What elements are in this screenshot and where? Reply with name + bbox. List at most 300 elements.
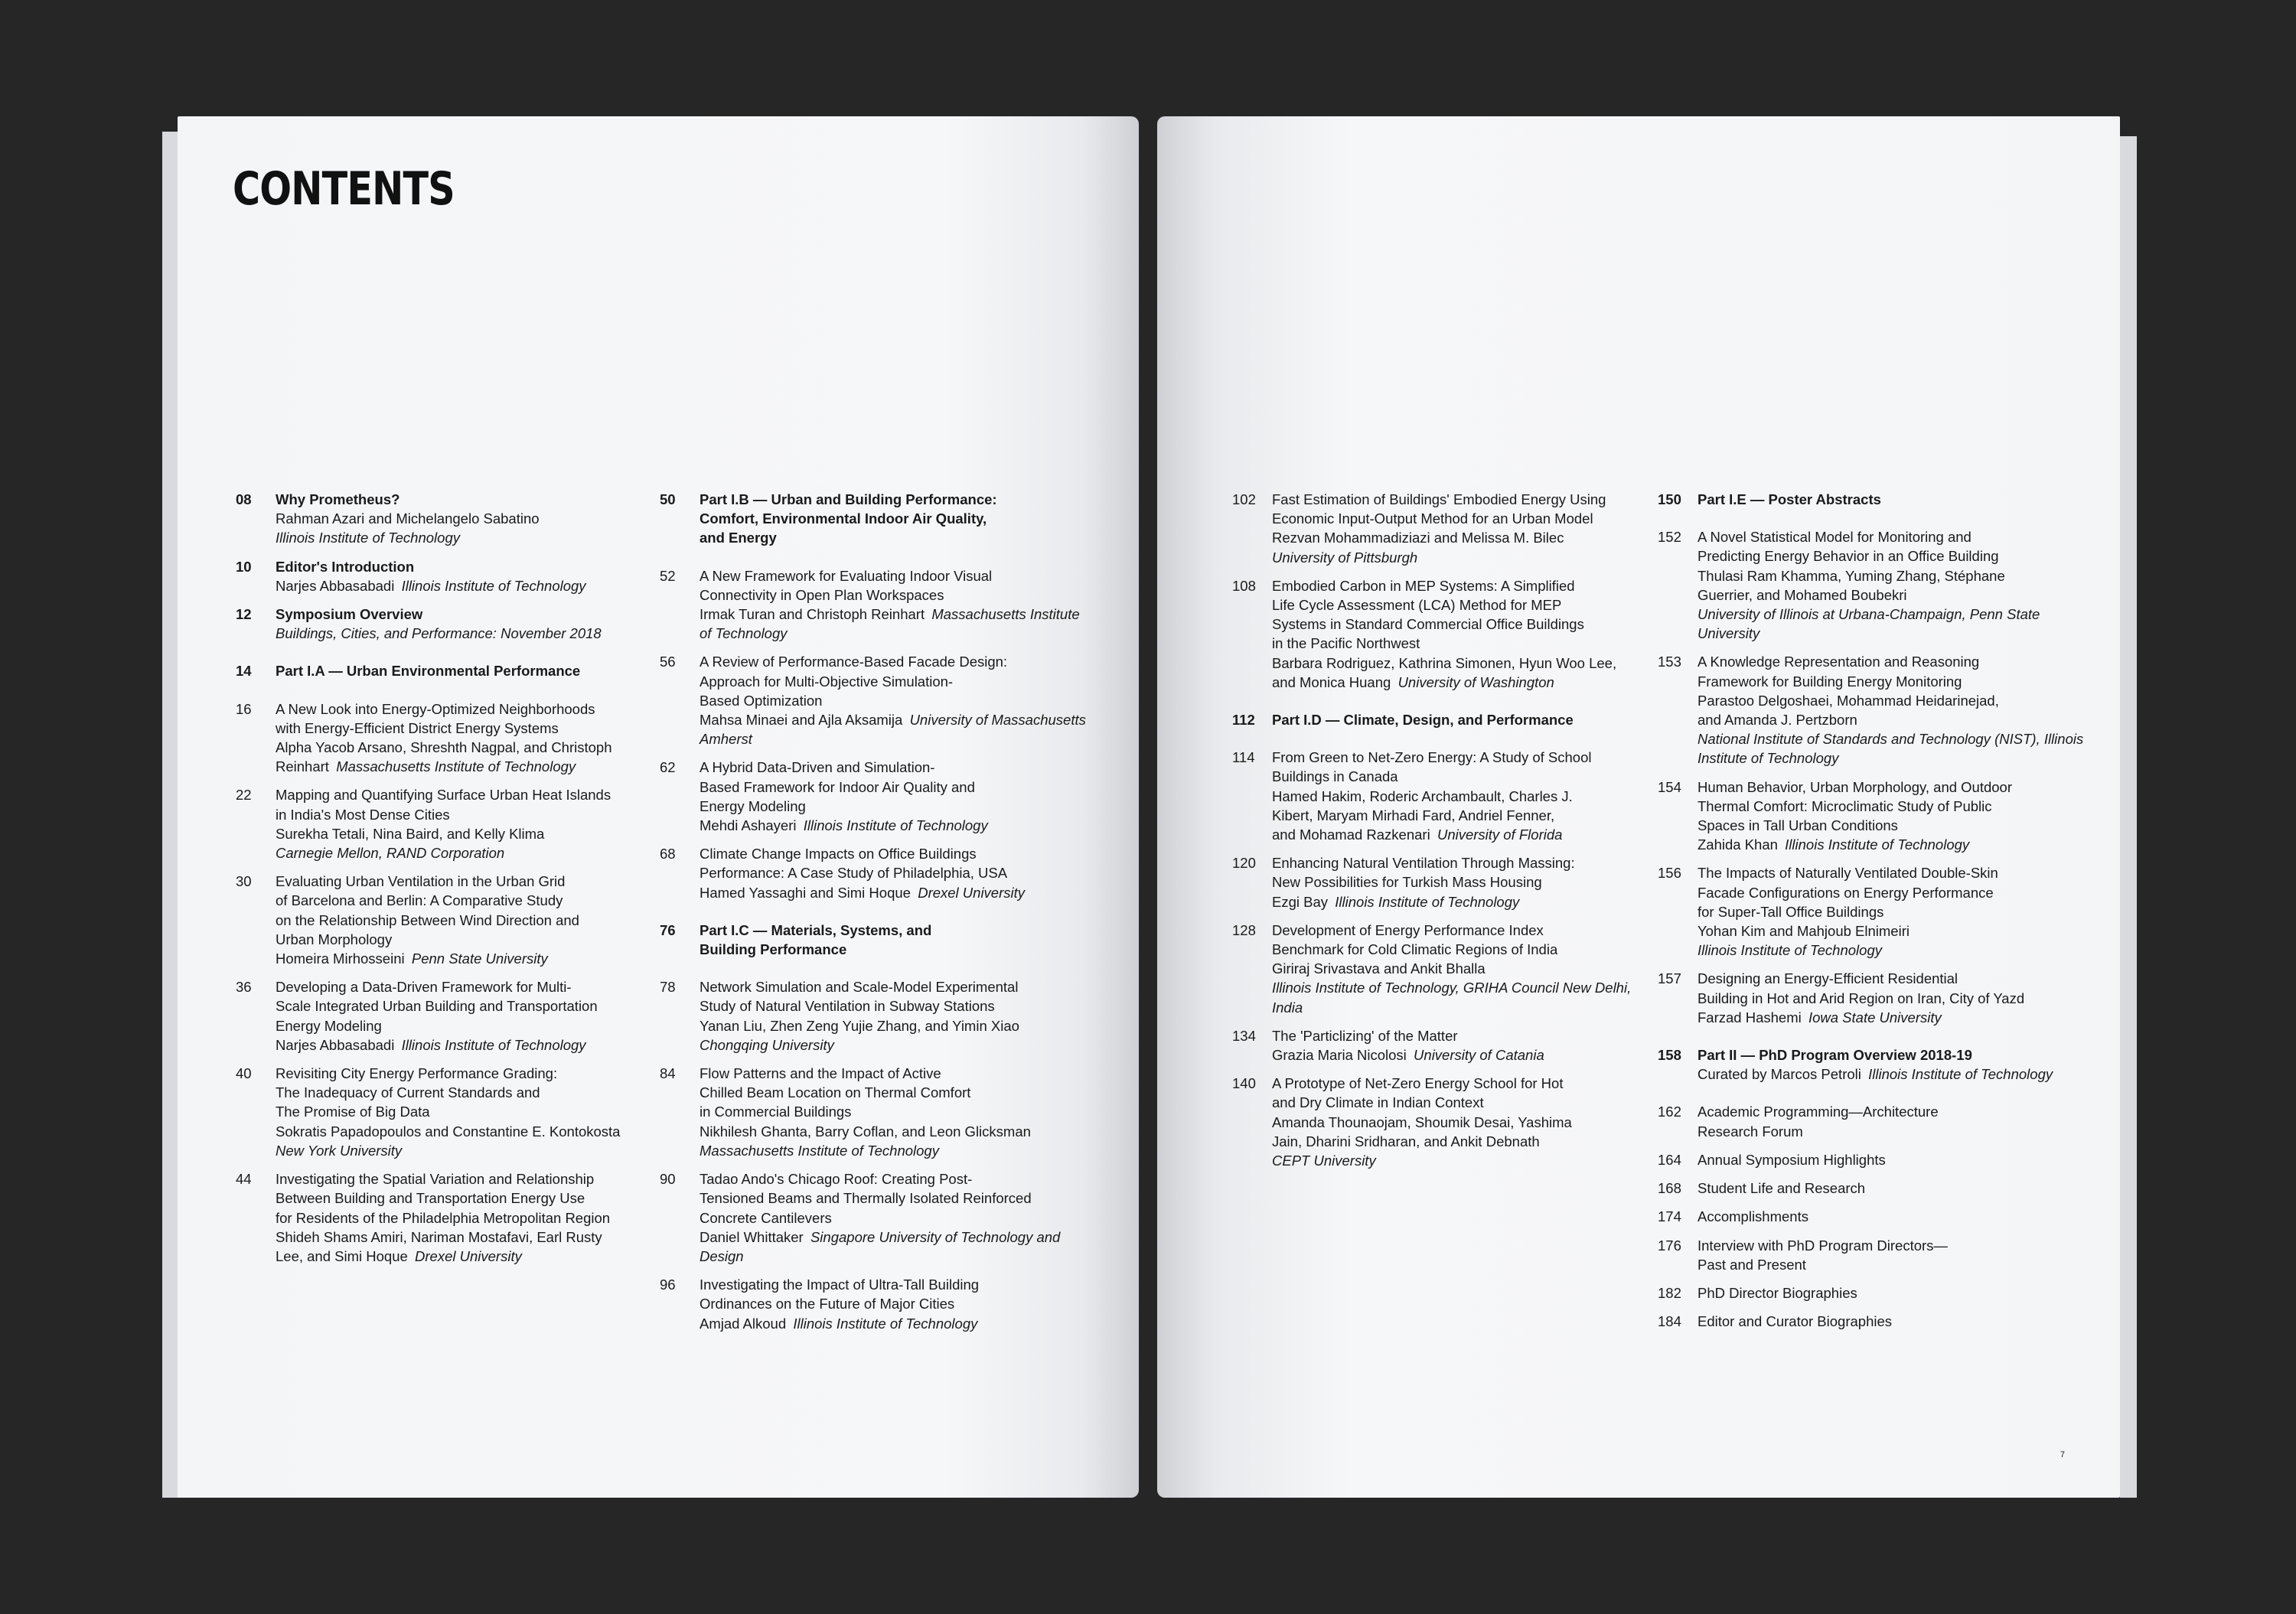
entry-title-line: Fast Estimation of Buildings' Embodied Energy Using xyxy=(1272,491,1606,507)
entry-title-line: Scale Integrated Urban Building and Transportation xyxy=(276,998,598,1015)
entry-title xyxy=(276,785,664,823)
entry-title xyxy=(276,1169,664,1228)
page-number-ref: 112 xyxy=(1232,712,1255,729)
entry-title xyxy=(1698,1179,2086,1198)
page-number-ref: 22 xyxy=(236,787,252,804)
page-number-ref: 96 xyxy=(660,1277,676,1293)
toc-entry xyxy=(660,758,1088,835)
toc-section-heading xyxy=(1658,1045,2086,1084)
entry-title xyxy=(700,844,1088,882)
author-line xyxy=(276,757,664,776)
author-text: Shideh Shams Amiri, Nariman Mostafavi, Earl Rusty xyxy=(276,1228,602,1245)
entry-title-line: and Energy xyxy=(700,530,777,546)
author-text: Hamed Hakim, Roderic Archambault, Charles J. xyxy=(1272,787,1573,804)
entry-title-line: with Energy-Efficient District Energy Systems xyxy=(276,719,559,736)
entry-title-line: Revisiting City Energy Performance Grading: xyxy=(276,1065,558,1082)
author-line xyxy=(1698,566,2086,585)
entry-title xyxy=(1272,1026,1661,1045)
toc-entry xyxy=(660,1275,1088,1333)
entry-institution: Carnegie Mellon, RAND Corporation xyxy=(276,845,505,862)
author-line xyxy=(1272,673,1661,692)
entry-authors xyxy=(1272,528,1661,547)
entry-authors xyxy=(276,824,664,843)
author-text: Amjad Alkoud xyxy=(700,1315,787,1332)
author-text: and Mohamad Razkenari xyxy=(1272,827,1430,843)
entry-authors xyxy=(276,738,664,776)
entry-title xyxy=(276,699,664,738)
author-line xyxy=(1698,1065,2086,1084)
author-text: Zahida Khan xyxy=(1698,836,1778,853)
entry-title-line: Development of Energy Performance Index xyxy=(1272,921,1544,938)
entry-title xyxy=(1272,853,1661,892)
entry-authors xyxy=(1698,1065,2086,1084)
page-number-ref: 152 xyxy=(1658,529,1681,546)
author-text: Amanda Thounaojam, Shoumik Desai, Yashima xyxy=(1272,1113,1572,1130)
entry-authors xyxy=(276,576,664,595)
entry-title-line: Comfort, Environmental Indoor Air Quality, xyxy=(700,510,987,527)
author-text: Curated by Marcos Petroli xyxy=(1698,1066,1861,1083)
page-number-ref: 164 xyxy=(1658,1151,1681,1168)
author-text: Rahman Azari and Michelangelo Sabatino xyxy=(276,510,540,527)
entry-title-line: Part I.C — Materials, Systems, and xyxy=(700,921,932,938)
entry-title xyxy=(1698,1150,2086,1169)
entry-institution: University of Massachusetts Amherst xyxy=(700,712,1086,748)
page-number-ref: 153 xyxy=(1658,654,1681,670)
entry-institution: Drexel University xyxy=(918,884,1026,901)
entry-title xyxy=(700,490,1088,548)
author-text: Yohan Kim and Mahjoub Elnimeiri xyxy=(1698,923,1910,940)
entry-authors xyxy=(700,1314,1088,1333)
entry-title xyxy=(700,758,1088,816)
author-line xyxy=(700,1314,1088,1333)
author-line xyxy=(1698,835,2086,854)
author-text: Kibert, Maryam Mirhadi Fard, Andriel Fenner, xyxy=(1272,807,1555,823)
entry-title-line: Human Behavior, Urban Morphology, and Outdoor xyxy=(1698,778,2013,795)
author-text: Grazia Maria Nicolosi xyxy=(1272,1047,1407,1064)
entry-title-line: Benchmark for Cold Climatic Regions of India xyxy=(1272,941,1558,958)
entry-title xyxy=(700,977,1088,1016)
toc-entry xyxy=(1658,652,2086,768)
author-line xyxy=(276,1247,664,1266)
entry-title xyxy=(1698,969,2086,1007)
author-text: Thulasi Ram Khamma, Yuming Zhang, Stéphane xyxy=(1698,567,2005,584)
author-text: Yanan Liu, Zhen Zeng Yujie Zhang, and Yimin Xiao xyxy=(700,1017,1019,1034)
author-line xyxy=(1272,1045,1661,1065)
entry-title-line: Tensioned Beams and Thermally Isolated Reinforced xyxy=(700,1190,1032,1207)
toc-entry xyxy=(236,785,664,862)
author-text: Ezgi Bay xyxy=(1272,893,1329,910)
toc-entry xyxy=(660,652,1088,748)
page-number-ref: 40 xyxy=(236,1065,252,1082)
author-text: and Amanda J. Pertzborn xyxy=(1698,712,1857,729)
page-number-ref: 90 xyxy=(660,1171,676,1188)
entry-authors xyxy=(1272,1113,1661,1151)
entry-title-line: The Inadequacy of Current Standards and xyxy=(276,1084,540,1101)
entry-title xyxy=(276,872,664,949)
entry-institution: Massachusetts Institute of Technology xyxy=(700,1142,939,1159)
author-text: Surekha Tetali, Nina Baird, and Kelly Klima xyxy=(276,825,545,842)
toc-column-3 xyxy=(1232,490,1661,1179)
author-text: Alpha Yacob Arsano, Shreshth Nagpal, and Christoph xyxy=(276,739,612,756)
toc-entry xyxy=(1658,1283,2086,1303)
entry-title-line: Annual Symposium Highlights xyxy=(1698,1151,1886,1168)
entry-title-line: PhD Director Biographies xyxy=(1698,1284,1857,1301)
entry-institution: Illinois Institute of Technology xyxy=(1698,942,1882,959)
page-number-ref: 156 xyxy=(1658,865,1681,882)
entry-institution: New York University xyxy=(276,1142,403,1159)
entry-title-line: A Review of Performance-Based Facade Design: xyxy=(700,654,1008,670)
entry-title-line: Energy Modeling xyxy=(700,797,806,814)
entry-authors xyxy=(1698,1008,2086,1027)
entry-institution: Illinois Institute of Technology xyxy=(793,1315,978,1332)
author-line xyxy=(700,1122,1088,1141)
entry-title xyxy=(1698,1207,2086,1226)
entry-title-line: for Super-Tall Office Buildings xyxy=(1698,903,1884,920)
author-line xyxy=(276,738,664,757)
toc-entry xyxy=(1232,1026,1661,1065)
author-text: and Monica Huang xyxy=(1272,673,1391,690)
page-number-ref: 174 xyxy=(1658,1208,1681,1225)
entry-title-line: of Barcelona and Berlin: A Comparative Study xyxy=(276,892,563,909)
entry-title xyxy=(700,1169,1088,1228)
entry-title xyxy=(1272,748,1661,786)
page-number-ref: 36 xyxy=(236,979,252,996)
entry-title-line: Spaces in Tall Urban Conditions xyxy=(1698,817,1898,834)
entry-title-line: A Knowledge Representation and Reasoning xyxy=(1698,654,1980,670)
entry-title xyxy=(276,557,664,576)
toc-entry xyxy=(1658,1102,2086,1140)
entry-title xyxy=(276,661,664,680)
entry-title-line: A New Look into Energy-Optimized Neighborhoods xyxy=(276,700,595,717)
page-number-ref: 30 xyxy=(236,873,252,890)
author-text: Lee, and Simi Hoque xyxy=(276,1247,408,1264)
page-number-ref: 102 xyxy=(1232,491,1256,507)
toc-entry xyxy=(236,977,664,1055)
toc-entry xyxy=(660,977,1088,1055)
entry-title-line: Building Performance xyxy=(700,941,847,958)
toc-entry xyxy=(660,844,1088,902)
entry-title-line: Network Simulation and Scale-Model Experimental xyxy=(700,979,1019,996)
entry-institution: University of Catania xyxy=(1414,1047,1544,1064)
author-line xyxy=(1272,825,1661,844)
entry-title-line: Life Cycle Assessment (LCA) Method for MEP xyxy=(1272,597,1562,614)
author-text: Mahsa Minaei and Ajla Aksamija xyxy=(700,712,903,729)
toc-entry xyxy=(1232,490,1661,567)
entry-authors xyxy=(700,605,1088,643)
entry-title-line: Designing an Energy-Efficient Residential xyxy=(1698,970,1958,987)
entry-institution: University of Florida xyxy=(1437,827,1563,843)
entry-title-line: Interview with PhD Program Directors— xyxy=(1698,1237,1948,1254)
toc-entry xyxy=(1232,1074,1661,1170)
entry-title-line: Mapping and Quantifying Surface Urban Heat Islands xyxy=(276,787,612,804)
entry-title-line: Investigating the Spatial Variation and Relationship xyxy=(276,1171,595,1188)
entry-title-line: Systems in Standard Commercial Office Buildings xyxy=(1272,616,1584,633)
entry-title-line: in the Pacific Northwest xyxy=(1272,635,1420,652)
entry-institution: Chongqing University xyxy=(700,1036,834,1053)
entry-title-line: The Promise of Big Data xyxy=(276,1104,430,1120)
entry-title xyxy=(1698,863,2086,921)
toc-entry xyxy=(236,605,664,643)
entry-title xyxy=(1272,1074,1661,1112)
entry-title-line: Evaluating Urban Ventilation in the Urban Grid xyxy=(276,873,566,890)
author-line xyxy=(700,1228,1088,1266)
entry-title-line: Why Prometheus? xyxy=(276,491,400,507)
author-line xyxy=(1272,892,1661,911)
entry-title-line: Part I.A — Urban Environmental Performance xyxy=(276,663,581,680)
author-line xyxy=(1698,921,2086,941)
toc-entry xyxy=(236,1169,664,1266)
author-line xyxy=(1272,654,1661,673)
entry-title-line: Economic Input-Output Method for an Urban Model xyxy=(1272,510,1593,527)
page-number-ref: 08 xyxy=(236,491,252,507)
entry-institution: Illinois Institute of Technology xyxy=(803,817,988,834)
author-text: Nikhilesh Ghanta, Barry Coflan, and Leon Glicksman xyxy=(700,1123,1031,1140)
entry-title-line: Editor's Introduction xyxy=(276,558,415,575)
entry-title-line: The 'Particlizing' of the Matter xyxy=(1272,1027,1458,1044)
entry-title xyxy=(700,1275,1088,1313)
entry-authors xyxy=(1272,654,1661,692)
entry-title-line: Thermal Comfort: Microclimatic Study of Public xyxy=(1698,797,1992,814)
author-line xyxy=(700,816,1088,835)
entry-title-line: Embodied Carbon in MEP Systems: A Simplified xyxy=(1272,577,1575,594)
author-text: Jain, Dharini Sridharan, and Ankit Debnath xyxy=(1272,1133,1540,1149)
entry-title-line: Between Building and Transportation Energy Use xyxy=(276,1190,585,1207)
entry-institution: University of Pittsburgh xyxy=(1272,549,1418,566)
toc-entry xyxy=(1658,1236,2086,1274)
page-number-ref: 150 xyxy=(1658,491,1681,507)
toc-entry xyxy=(1658,1207,2086,1226)
entry-title xyxy=(1272,576,1661,654)
author-line xyxy=(276,576,664,595)
entry-title-line: on the Relationship Between Wind Direction and xyxy=(276,911,579,928)
entry-title-line: Facade Configurations on Energy Performance xyxy=(1698,884,1994,901)
entry-title xyxy=(276,1064,664,1122)
page-number-ref: 78 xyxy=(660,979,676,996)
entry-title-line: Part I.E — Poster Abstracts xyxy=(1698,491,1881,507)
entry-title xyxy=(1698,527,2086,566)
entry-title xyxy=(700,1064,1088,1122)
entry-title-line: A Novel Statistical Model for Monitoring and xyxy=(1698,529,1971,546)
entry-title-line: for Residents of the Philadelphia Metropolitan Region xyxy=(276,1209,611,1226)
entry-title-line: Symposium Overview xyxy=(276,606,423,623)
entry-title xyxy=(700,652,1088,710)
entry-institution: Illinois Institute of Technology xyxy=(1785,836,1970,853)
entry-title-line: Urban Morphology xyxy=(276,931,393,947)
entry-authors xyxy=(1272,787,1661,845)
page-number-ref: 10 xyxy=(236,558,252,575)
toc-section-heading xyxy=(1232,710,1661,729)
page-number-ref: 62 xyxy=(660,759,676,776)
author-line xyxy=(1272,787,1661,806)
entry-title-line: Buildings in Canada xyxy=(1272,768,1398,785)
author-text: Mehdi Ashayeri xyxy=(700,817,797,834)
toc-entry xyxy=(236,872,664,968)
author-line xyxy=(1272,806,1661,825)
toc-entry xyxy=(1232,748,1661,844)
toc-section-heading xyxy=(660,921,1088,959)
entry-title-line: Building in Hot and Arid Region on Iran, City of Yazd xyxy=(1698,990,2025,1006)
entry-title-line: A Hybrid Data-Driven and Simulation- xyxy=(700,759,935,776)
entry-title-line: Connectivity in Open Plan Workspaces xyxy=(700,586,944,603)
toc-entry xyxy=(1658,1179,2086,1198)
author-line xyxy=(1698,710,2086,729)
entry-institution: Singapore University of Technology and Design xyxy=(700,1228,1061,1264)
entry-title-line: New Possibilities for Turkish Mass Housing xyxy=(1272,874,1542,891)
entry-institution: Iowa State University xyxy=(1808,1009,1942,1025)
toc-section-heading xyxy=(1658,490,2086,509)
entry-title-line: Framework for Building Energy Monitoring xyxy=(1698,673,1962,690)
entry-title-line: Climate Change Impacts on Office Buildings xyxy=(700,846,977,862)
entry-authors xyxy=(700,710,1088,748)
page-number-ref: 120 xyxy=(1232,855,1256,872)
page-number-ref: 157 xyxy=(1658,970,1681,987)
toc-entry xyxy=(1232,921,1661,1017)
author-line xyxy=(700,710,1088,748)
author-line xyxy=(1272,1113,1661,1132)
entry-authors xyxy=(276,1122,664,1141)
entry-title xyxy=(700,566,1088,605)
entry-authors xyxy=(1698,566,2086,605)
entry-institution: Illinois Institute of Technology xyxy=(1868,1066,2053,1083)
entry-title-line: Concrete Cantilevers xyxy=(700,1209,832,1226)
entry-title-line: Predicting Energy Behavior in an Office Building xyxy=(1698,548,1999,565)
entry-title-line: Academic Programming—Architecture xyxy=(1698,1104,1939,1120)
author-text: Hamed Yassaghi and Simi Hoque xyxy=(700,884,911,901)
entry-institution: CEPT University xyxy=(1272,1153,1376,1169)
entry-title xyxy=(276,490,664,509)
toc-entry xyxy=(1658,969,2086,1027)
author-text: Narjes Abbasabadi xyxy=(276,1036,395,1053)
entry-institution: Buildings, Cities, and Performance: November 2018 xyxy=(276,625,602,642)
entry-title-line: Approach for Multi-Objective Simulation- xyxy=(700,673,954,690)
page-number-ref: 44 xyxy=(236,1171,252,1188)
entry-title-line: Flow Patterns and the Impact of Active xyxy=(700,1065,941,1082)
entry-authors xyxy=(276,1228,664,1266)
entry-institution: Massachusetts Institute of Technology xyxy=(700,606,1080,642)
entry-authors xyxy=(1698,691,2086,729)
entry-authors xyxy=(700,816,1088,835)
toc-entry xyxy=(1232,576,1661,692)
entry-title xyxy=(1698,1045,2086,1065)
entry-authors xyxy=(1698,921,2086,941)
author-line xyxy=(276,1122,664,1141)
toc-entry xyxy=(1658,778,2086,855)
entry-title xyxy=(276,605,664,624)
author-line xyxy=(1272,959,1661,978)
entry-institution: University of Illinois at Urbana-Champaign, Penn State University xyxy=(1698,606,2040,642)
author-line xyxy=(1272,1132,1661,1151)
entry-title xyxy=(1272,710,1661,729)
page-number-ref: 14 xyxy=(236,663,252,680)
contents-heading: CONTENTS xyxy=(233,162,455,216)
author-text: Guerrier, and Mohamed Boubekri xyxy=(1698,586,1907,603)
entry-institution: Massachusetts Institute of Technology xyxy=(336,758,576,775)
page-number-ref: 76 xyxy=(660,921,676,938)
toc-entry xyxy=(660,566,1088,644)
toc-entry xyxy=(236,1064,664,1160)
entry-title xyxy=(700,921,1088,959)
entry-institution: Penn State University xyxy=(411,950,548,967)
toc-section-heading xyxy=(236,661,664,680)
page-number-ref: 16 xyxy=(236,700,252,717)
toc-entry xyxy=(1658,863,2086,960)
author-text: Rezvan Mohammadiziazi and Melissa M. Bilec xyxy=(1272,530,1564,546)
entry-title-line: in Commercial Buildings xyxy=(700,1104,852,1120)
author-line xyxy=(1698,585,2086,605)
entry-institution: Illinois Institute of Technology xyxy=(401,1036,586,1053)
entry-title-line: and Dry Climate in Indian Context xyxy=(1272,1094,1484,1111)
entry-title xyxy=(1272,490,1661,528)
entry-title-line: Part I.B — Urban and Building Performance: xyxy=(700,491,997,507)
entry-title xyxy=(1698,1312,2086,1331)
entry-title-line: Chilled Beam Location on Thermal Comfort xyxy=(700,1084,971,1101)
author-line xyxy=(276,1228,664,1247)
entry-title xyxy=(1698,490,2086,509)
entry-institution: Drexel University xyxy=(415,1247,522,1264)
author-text: Parastoo Delgoshaei, Mohammad Heidarinejad, xyxy=(1698,692,1999,709)
page-number-ref: 84 xyxy=(660,1065,676,1082)
entry-title xyxy=(1698,1283,2086,1303)
author-text: Reinhart xyxy=(276,758,329,775)
page-number-ref: 182 xyxy=(1658,1284,1681,1301)
entry-title-line: Past and Present xyxy=(1698,1256,1806,1273)
page-number-ref: 140 xyxy=(1232,1075,1256,1092)
page-number-ref: 184 xyxy=(1658,1313,1681,1330)
entry-title-line: Part II — PhD Program Overview 2018-19 xyxy=(1698,1047,1972,1064)
entry-authors xyxy=(276,949,664,968)
entry-institution: Illinois Institute of Technology, GRIHA Council New Delhi, India xyxy=(1272,980,1632,1016)
entry-title-line: Student Life and Research xyxy=(1698,1180,1866,1197)
entry-title xyxy=(1698,778,2086,836)
entry-title xyxy=(1698,1236,2086,1274)
author-text: Barbara Rodriguez, Kathrina Simonen, Hyun Woo Lee, xyxy=(1272,654,1617,671)
author-text: Irmak Turan and Christoph Reinhart xyxy=(700,606,925,623)
entry-title-line: The Impacts of Naturally Ventilated Double-Skin xyxy=(1698,865,1998,882)
page-number-ref: 176 xyxy=(1658,1237,1681,1254)
author-line xyxy=(276,949,664,968)
entry-title-line: Based Optimization xyxy=(700,692,823,709)
entry-title-line: Based Framework for Indoor Air Quality and xyxy=(700,778,975,795)
author-line xyxy=(700,1016,1088,1035)
entry-authors xyxy=(1272,892,1661,911)
page-number-ref: 50 xyxy=(660,491,676,507)
entry-institution: University of Washington xyxy=(1397,673,1554,690)
toc-entry xyxy=(660,1169,1088,1266)
entry-title-line: Editor and Curator Biographies xyxy=(1698,1313,1893,1330)
page-number-ref: 162 xyxy=(1658,1104,1681,1120)
entry-authors xyxy=(1698,835,2086,854)
entry-title xyxy=(1698,652,2086,690)
author-line xyxy=(276,1035,664,1055)
toc-entry xyxy=(236,699,664,777)
author-text: Farzad Hashemi xyxy=(1698,1009,1802,1025)
author-text: Daniel Whittaker xyxy=(700,1228,804,1245)
toc-column-2 xyxy=(660,490,1088,1342)
entry-authors xyxy=(276,1035,664,1055)
entry-authors xyxy=(1272,1045,1661,1065)
entry-title-line: Ordinances on the Future of Major Cities xyxy=(700,1296,955,1312)
toc-entry xyxy=(660,1064,1088,1160)
entry-title xyxy=(1272,921,1661,959)
toc-column-4 xyxy=(1658,490,2086,1340)
entry-title-line: Study of Natural Ventilation in Subway Stations xyxy=(700,998,995,1015)
entry-title xyxy=(276,977,664,1035)
toc-entry xyxy=(236,557,664,595)
author-line xyxy=(1698,691,2086,710)
entry-authors xyxy=(276,509,664,528)
entry-title-line: in India's Most Dense Cities xyxy=(276,806,450,823)
page-number-ref: 158 xyxy=(1658,1047,1681,1064)
